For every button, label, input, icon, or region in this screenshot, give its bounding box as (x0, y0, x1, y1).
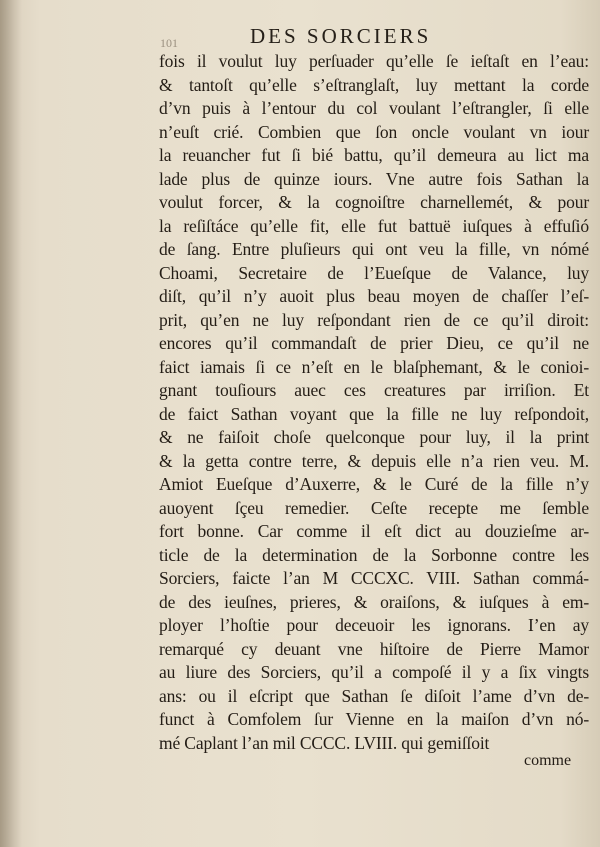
text-line: faict iamais ſi ce n’eſt en le blaſphemant, & le conioi- (159, 356, 589, 377)
gutter-shadow (0, 0, 22, 847)
text-line: encores qu’il commandaſt de prier Dieu, ce qu’il ne (159, 333, 589, 353)
text-line: de des ieuſnes, prieres, & oraiſons, & iuſques à em- (159, 591, 589, 612)
text-line: Choami, Secretaire de l’Eueſque de Valance, luy (159, 262, 589, 283)
text-line: de faict Sathan voyant que la fille ne luy reſpondoit, (159, 403, 589, 424)
text-line: & tantoſt qu’elle s’eſtranglaſt, luy mettant la corde (159, 74, 589, 95)
text-line: Amiot Eueſque d’Auxerre, & le Curé de la fille n’y (159, 474, 589, 494)
page-mark: 101 (160, 36, 178, 50)
text-line: la reſiſtáce qu’elle fit, elle fut battuë iuſques à effuſió (159, 215, 589, 236)
catchword: comme (524, 752, 572, 769)
text-line: prit, qu’en ne luy reſpondant rien de ce qu’il diroit: (159, 309, 589, 330)
text-line: n’euſt crié. Combien que ſon oncle voulant vn iour (159, 121, 589, 142)
text-line: ticle de la determination de la Sorbonne contre les (159, 544, 589, 565)
text-line: lade plus de quinze iours. Vne autre fois Sathan la (159, 168, 589, 189)
text-line: & ne faiſoit choſe quelconque pour luy, il la print (159, 427, 589, 447)
text-line: fort bonne. Car comme il eſt dict au douzieſme ar- (159, 521, 589, 541)
text-line: funct à Comfolem ſur Vienne en la maiſon d’vn nó- (159, 709, 589, 729)
text-line: gnant touſiours auec ces creatures par irriſion. Et (159, 380, 589, 400)
text-line: voulut forcer, & la cognoiſtre charnellemét, & pour (159, 192, 589, 212)
running-head: DES SORCIERS (250, 24, 432, 48)
body-text (159, 50, 589, 755)
text-line: fois il voulut luy perſuader qu’elle ſe ieſtaſt en l’eau: (159, 51, 589, 71)
text-line: ployer l’hoſtie pour deceuoir les ignorans. I’en ay (159, 615, 589, 635)
text-line: auoyent ſçeu remedier. Ceſte recepte me ſemble (159, 497, 589, 518)
text-line: remarqué cy deuant vne hiſtoire de Pierre Mamor (159, 638, 589, 659)
text-line: de ſang. Entre pluſieurs qui ont veu la fille, vn nómé (159, 239, 589, 259)
text-line: la reuancher fut ſi bié battu, qu’il demeura au lict ma (159, 145, 589, 165)
text-line: diſt, qu’il n’y auoit plus beau moyen de chaſſer l’eſ- (159, 286, 589, 306)
text-line: Sorciers, faicte l’an M CCCXC. VIII. Sathan commá- (159, 568, 589, 588)
text-line: ans: ou il eſcript que Sathan ſe diſoit l’ame d’vn de- (159, 685, 589, 706)
text-line: & la getta contre terre, & depuis elle n’a rien veu. M. (159, 450, 589, 471)
text-line: d’vn puis à l’entour du col voulant l’eſtrangler, ſi elle (159, 98, 589, 118)
text-line: mé Caplant l’an mil CCCC. LVIII. qui gemiſſoit (159, 732, 490, 753)
text-line: au liure des Sorciers, qu’il a compoſé il y a ſix vingts (159, 662, 589, 682)
